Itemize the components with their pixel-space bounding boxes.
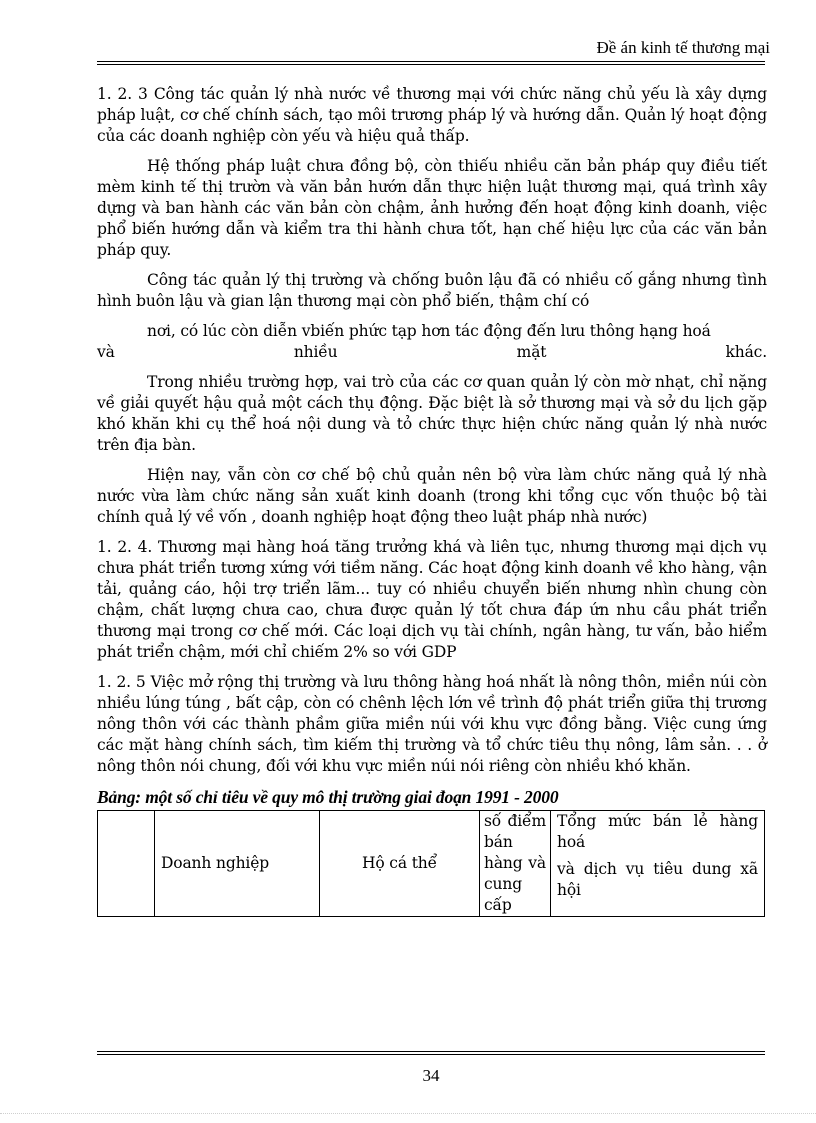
paragraph-agency-role: Trong nhiều trường hợp, vai trò của các cơ quan quản lý còn mờ nhạt, chỉ nặng về giải quyết hậu quả một cách thụ động. Đặc biệt là sở thương mại và sở du lịch gặp khó khăn khi cụ thể hoá nội dung và tỏ chức thực hiện chức năng quản lý nhà nước trên địa bàn. xyxy=(97,373,767,454)
header-rule-bottom xyxy=(97,64,765,65)
table-header-enterprise: Doanh nghiệp xyxy=(155,811,320,917)
table-caption: Bảng: một số chỉ tiêu về quy mô thị trường giai đoạn 1991 - 2000 xyxy=(97,787,559,807)
footer-rule-top xyxy=(97,1051,765,1052)
paragraph-legal-system: Hệ thống pháp luật chưa đồng bộ, còn thiếu nhiều căn bản pháp quy điều tiết mèm kinh tế thị trườn và văn bản hướn dẫn thực hiện luật thương mại, quá trình xây dựng và ban hành các văn bản còn chậm, ảnh hưởng đến hoạt động kinh doanh, việc phổ biến hướng dẫn và kiểm tra thi hành chưa tốt, hạn chế hiệu lực của các văn bản pháp quy. xyxy=(97,157,767,259)
footer-rule-bottom xyxy=(97,1054,765,1055)
header-rule-top xyxy=(97,61,765,62)
page-number: 34 xyxy=(422,1066,440,1085)
document-header-title: Đề án kinh tế thương mại xyxy=(596,38,770,57)
table-row xyxy=(98,811,765,917)
page-edge-divider xyxy=(0,1113,816,1114)
retail-total-line-2: và dịch vụ tiêu dung xã hội xyxy=(557,860,758,899)
spread-word: mặt xyxy=(516,343,547,361)
market-scale-table xyxy=(97,810,765,917)
spread-word: và xyxy=(97,343,115,361)
paragraph-continuation: nơi, có lúc còn diễn vbiến phức tạp hơn tác động đến lưu thông hạng hoá xyxy=(147,322,711,340)
table-header-retail-total xyxy=(551,811,765,917)
spread-word: nhiều xyxy=(293,343,338,361)
paragraph-market-management: Công tác quản lý thị trường và chống buôn lậu đã có nhiều cố gắng nhưng tình hình buôn lậu và gian lận thương mại còn phổ biến, thậm chí có xyxy=(97,271,767,310)
paragraph-ministry-mechanism: Hiện nay, vẫn còn cơ chế bộ chủ quản nên bộ vừa làm chức năng quả lý nhà nước vừa làm chức năng sản xuất kinh doanh (trong khi tổng cục vốn thuộc bộ tài chính quả lý về vốn , doanh nghiệp hoạt động theo luật pháp nhà nước) xyxy=(97,466,767,526)
spread-word: khác. xyxy=(725,343,767,361)
table-cell-blank xyxy=(98,811,155,917)
document-body xyxy=(97,84,767,917)
table-header-sales-points: số điểm bán hàng và cung cấp xyxy=(480,811,551,917)
paragraph-section-1-2-5: 1. 2. 5 Việc mở rộng thị trường và lưu thông hàng hoá nhất là nông thôn, miền núi còn nhiều lúng túng , bất cập, còn có chênh lệch lớn về trình độ phát triển giữa thị trương nông thôn với các thành phầm giữa miền núi với khu vực đồng bằng. Việc cung ứng các mặt hàng chính sách, tìm kiếm thị trường và tổ chức tiêu thụ nông, lâm sản. . . ở nông thôn nói chung, đối với khu vực miền núi nói riêng còn nhiều khó khăn. xyxy=(97,673,767,775)
paragraph-section-1-2-4: 1. 2. 4. Thương mại hàng hoá tăng trưởng khá và liên tục, nhưng thương mại dịch vụ chưa phát triển tương xứng với tiềm năng. Các hoạt động kinh doanh về kho hàng, vận tải, quảng cáo, hội trợ triển lãm... tuy có nhiều chuyển biến nhưng nhìn chung còn chậm, chất lượng chưa cao, chưa được quản lý tốt chưa đáp ứn nhu cầu phát triển thương mại trong cơ chế mới. Các loại dịch vụ tài chính, ngân hàng, tư vấn, bảo hiểm phát triển chậm, mới chỉ chiếm 2% so với GDP xyxy=(97,538,767,661)
paragraph-section-1-2-3: 1. 2. 3 Công tác quản lý nhà nước về thương mại với chức năng chủ yếu là xây dựng pháp luật, cơ chế chính sách, tạo môi trương pháp lý và hướng dẫn. Quản lý hoạt động của các doanh nghiệp còn yếu và hiệu quả thấp. xyxy=(97,85,767,145)
table-header-household: Hộ cá thể xyxy=(320,811,480,917)
retail-total-line-1: Tổng mức bán lẻ hàng hoá xyxy=(557,812,758,851)
paragraph-spread-line xyxy=(97,342,767,363)
